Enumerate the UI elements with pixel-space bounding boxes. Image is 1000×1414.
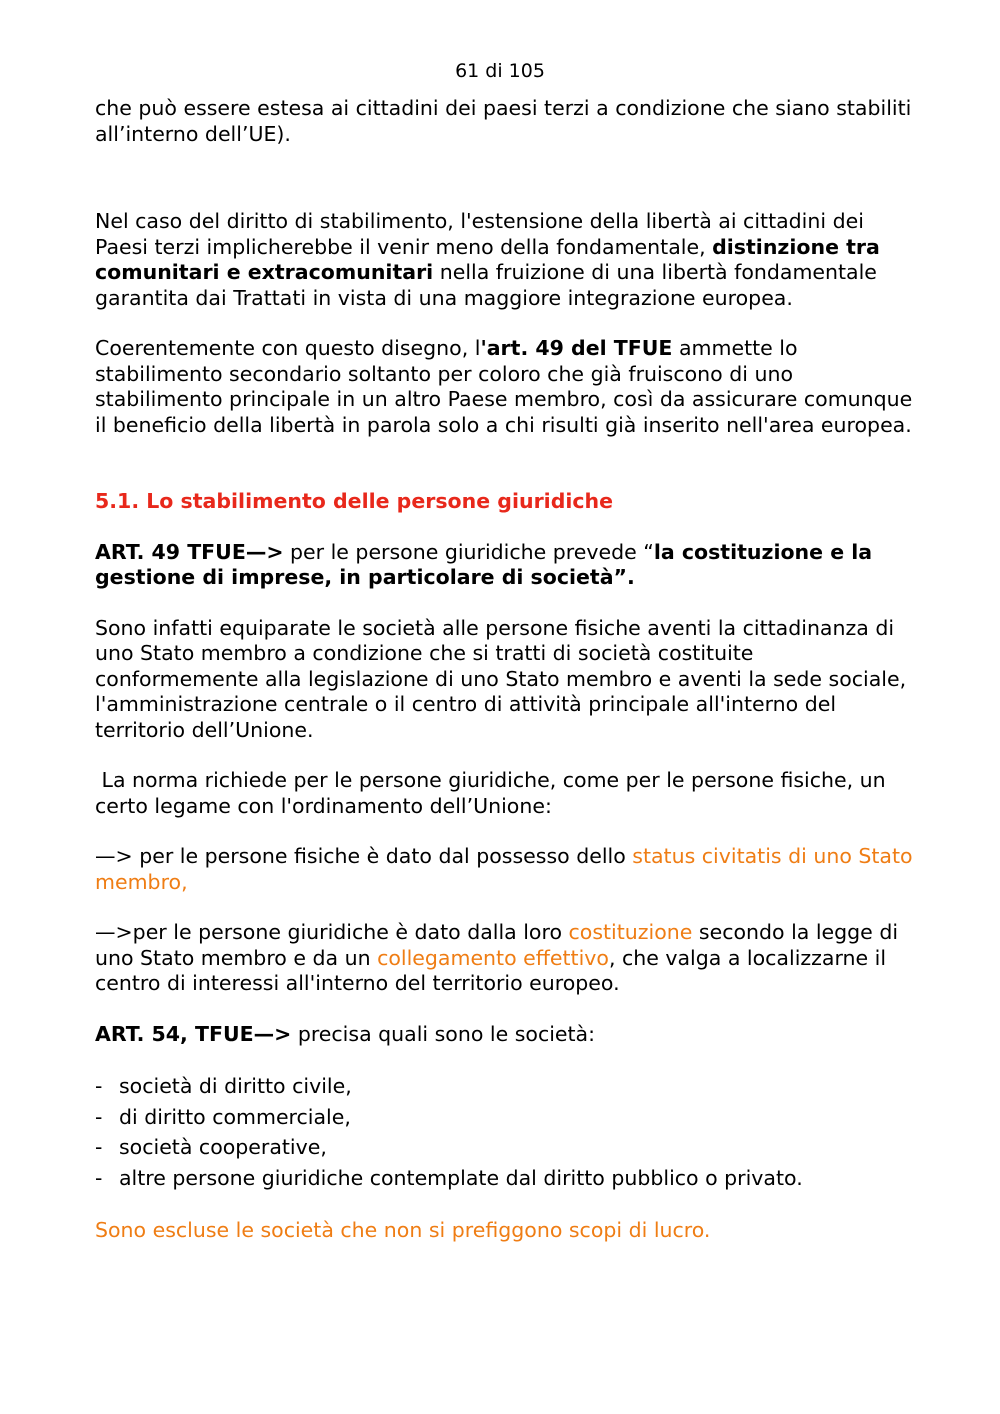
bold-text: ART. 49 TFUE—> bbox=[95, 539, 284, 564]
paragraph-link-requirement: La norma richiede per le persone giuridiche, come per le persone fisiche, un certo legame con l'ordinamento dell’Unione: bbox=[95, 768, 893, 818]
paragraph-legal-persons bbox=[95, 920, 915, 997]
text: secondo la legge di uno Stato membro e da un bbox=[95, 920, 899, 970]
paragraph-continuation: che può essere estesa ai cittadini dei paesi terzi a condizione che siano stabiliti all’interno dell’UE). bbox=[95, 96, 912, 146]
list-item: - società cooperative, bbox=[95, 1132, 915, 1163]
text: nella fruizione di una libertà fondamentale garantita dai Trattati in vista di una maggiore integrazione europea. bbox=[95, 260, 877, 310]
paragraph-art49 bbox=[95, 336, 915, 438]
text: —> per le persone fisiche è dato dal possesso dello bbox=[95, 844, 633, 868]
bold-text: 'art. 49 del TFUE bbox=[480, 336, 673, 360]
paragraph-natural-persons bbox=[95, 844, 915, 895]
list-item: - altre persone giuridiche contemplate dal diritto pubblico o privato. bbox=[95, 1163, 915, 1194]
text: per le persone giuridiche prevede “ bbox=[283, 539, 654, 564]
paragraph-art54 bbox=[95, 1022, 915, 1048]
paragraph-exclusion: Sono escluse le società che non si prefiggono scopi di lucro. bbox=[95, 1218, 711, 1242]
text: precisa quali sono le società: bbox=[291, 1021, 596, 1046]
bold-text: ART. 54, TFUE—> bbox=[95, 1021, 292, 1046]
highlighted-text: collegamento effettivo bbox=[377, 945, 609, 970]
company-types-list bbox=[95, 1071, 915, 1193]
list-item: - di diritto commerciale, bbox=[95, 1102, 915, 1133]
highlighted-text: status civitatis di uno Stato membro, bbox=[95, 844, 913, 894]
page-body bbox=[95, 96, 915, 1244]
page-number: 61 di 105 bbox=[455, 60, 545, 82]
section-heading: 5.1. Lo stabilimento delle persone giuridiche bbox=[95, 489, 614, 513]
text: ammette lo stabilimento secondario soltanto per coloro che già fruiscono di uno stabilimento principale in un altro Paese membro, così da assicurare comunque il beneficio della libertà in parola solo a chi risulti già inserito nell'area europea. bbox=[95, 336, 913, 437]
text: —>per le persone giuridiche è dato dalla loro bbox=[95, 920, 569, 944]
text: , che valga a localizzarne il centro di interessi all'interno del territorio europeo. bbox=[95, 945, 887, 995]
text: Nel caso del diritto di stabilimento, l'estensione della libertà ai cittadini dei Paesi terzi implicherebbe il venir meno della fondamentale, bbox=[95, 209, 864, 259]
bold-text: la costituzione e la gestione di imprese, in particolare di società”. bbox=[95, 539, 873, 589]
paragraph-art49-legal-persons bbox=[95, 540, 915, 591]
paragraph-equivalence: Sono infatti equiparate le società alle persone fisiche aventi la cittadinanza di uno Stato membro a condizione che si tratti di società costituite conformemente alla legislazione di uno Stato membro e aventi la sede sociale, l'amministrazione centrale o il centro di attività principale all'interno del territorio dell’Unione. bbox=[95, 615, 907, 742]
bold-text: distinzione tra comunitari e extracomunitari bbox=[95, 234, 880, 284]
highlighted-text: costituzione bbox=[568, 920, 693, 944]
paragraph-establishment-extension bbox=[95, 209, 915, 311]
list-item: - società di diritto civile, bbox=[95, 1071, 915, 1102]
text: Coerentemente con questo disegno, l bbox=[95, 336, 481, 360]
